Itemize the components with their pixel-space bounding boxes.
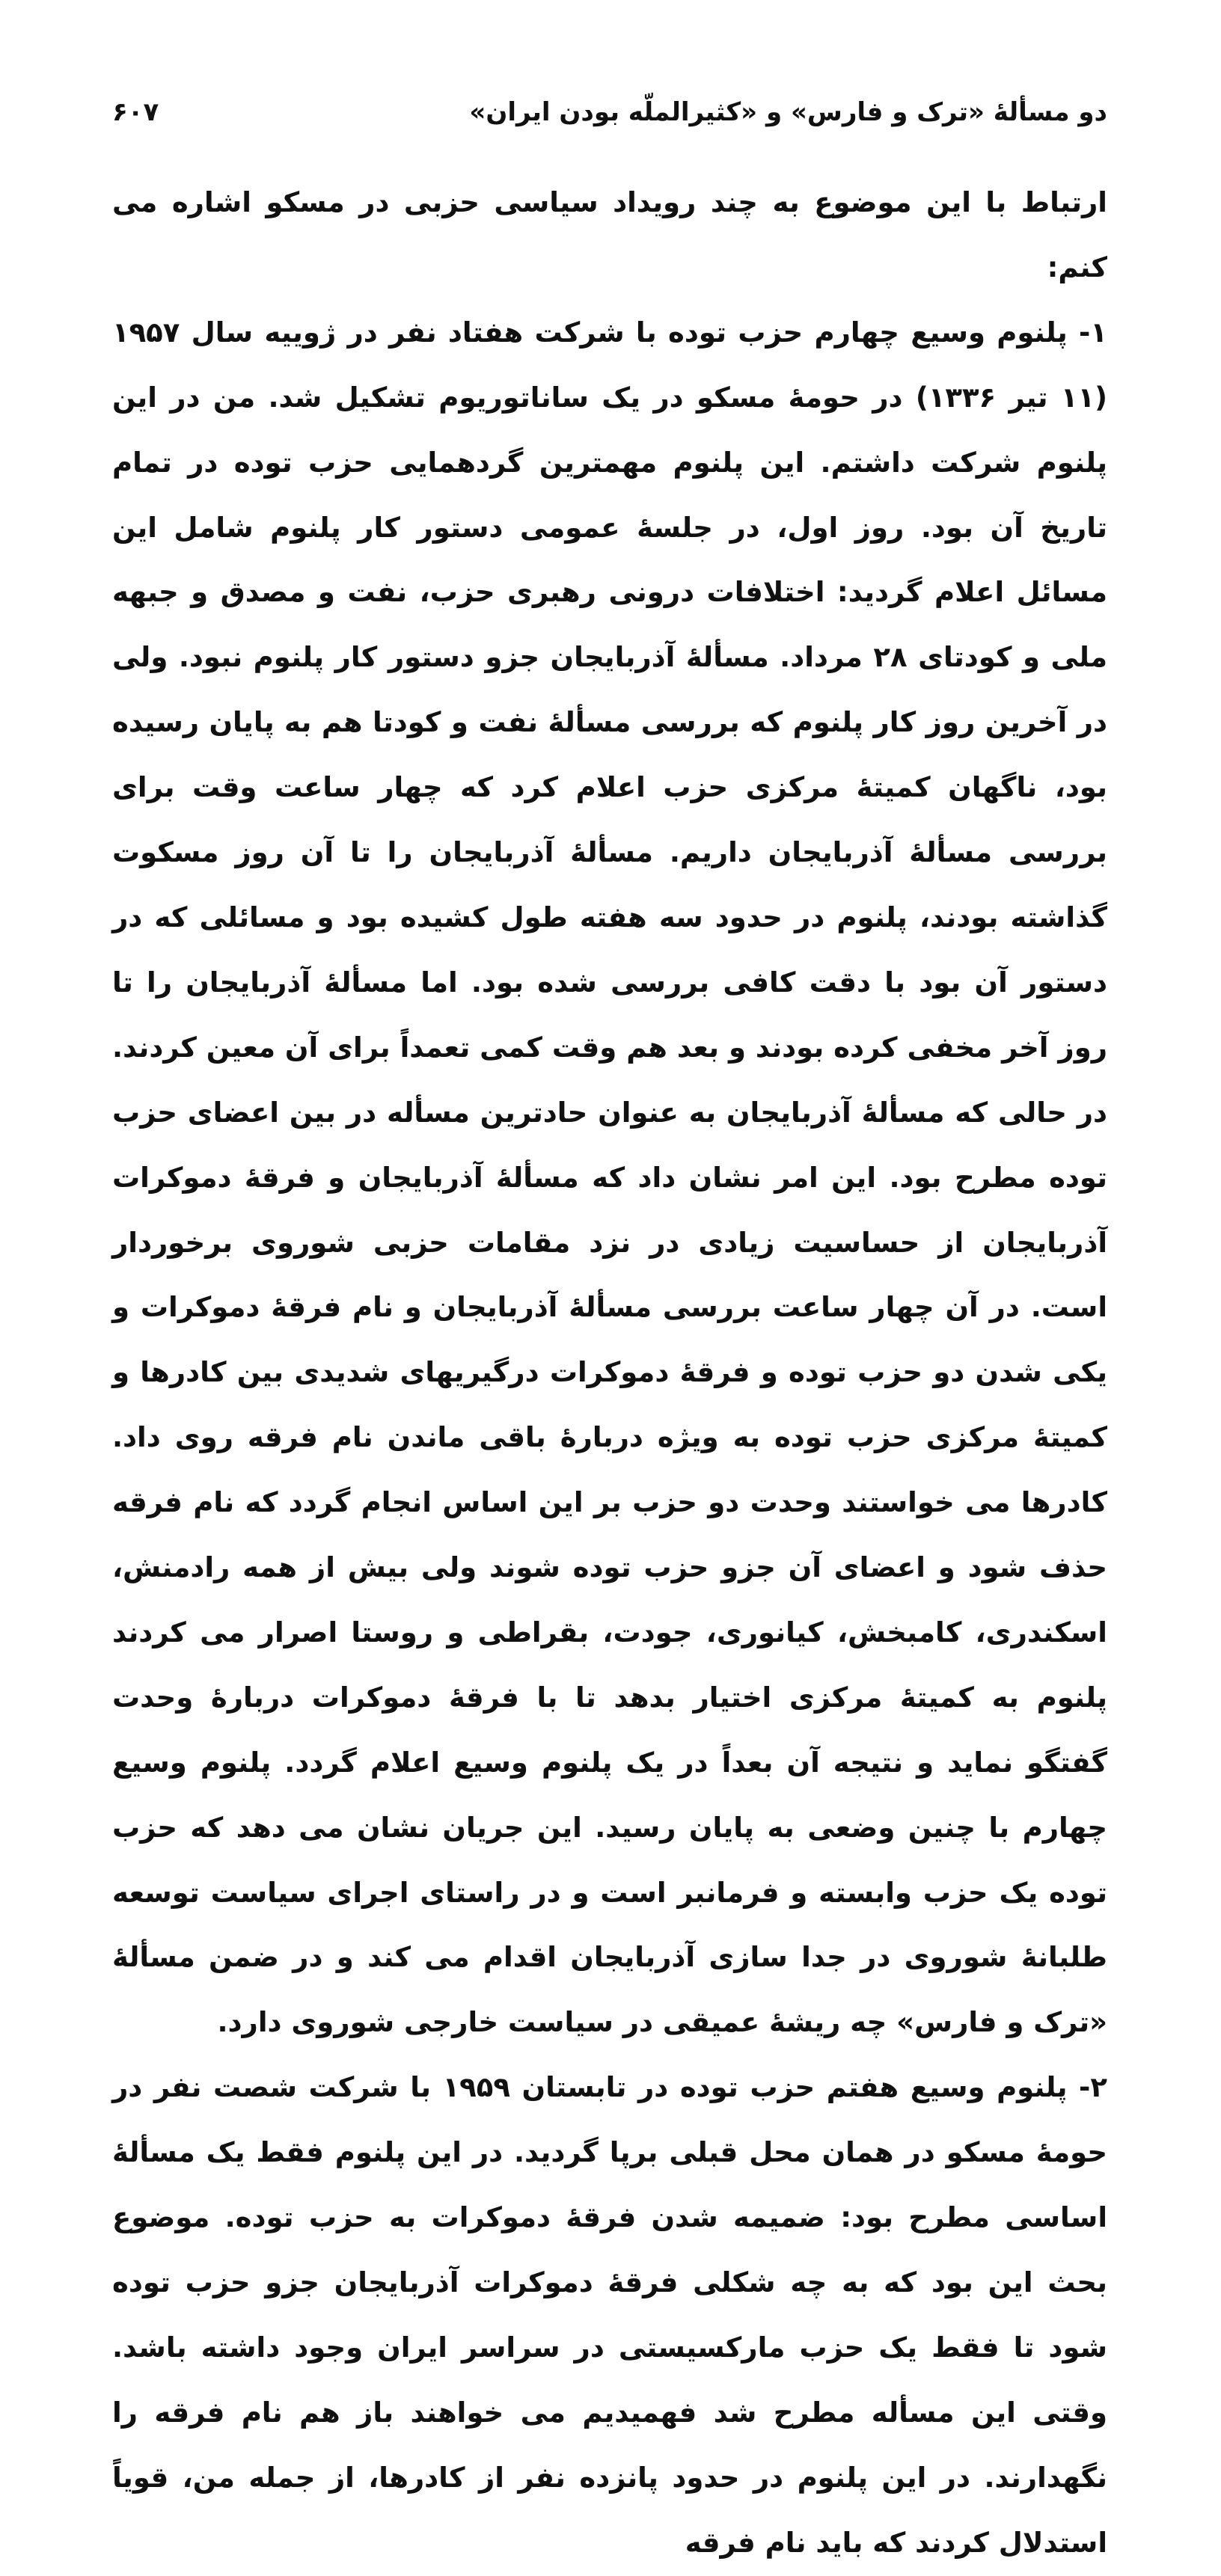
paragraph-item-1: ۱- پلنوم وسیع چهارم حزب توده با شرکت هفتاد نفر در ژوییه سال ۱۹۵۷ (۱۱ تیر ۱۳۳۶) در حومهٔ مسکو در یک ساناتوریوم تشکیل شد. من در این پلنوم شرکت داشتم. این پلنوم مهمترین گردهمایی حزب توده در تمام تاریخ آن بود. روز اول، در جلسهٔ عمومی دستور کار پلنوم شامل این مسائل اعلام گردید: اختلافات درونی رهبری حزب، نفت و مصدق و جبهه ملی و کودتای ۲۸ مرداد. مسألهٔ آذربایجان جزو دستور کار پلنوم نبود. ولی در آخرین روز کار پلنوم که بررسی مسألهٔ نفت و کودتا هم به پایان رسیده بود، ناگهان کمیتهٔ مرکزی حزب اعلام کرد که چهار ساعت وقت برای بررسی مسألهٔ آذربایجان داریم. مسألهٔ آذربایجان را تا آن روز مسکوت گذاشته بودند، پلنوم در حدود سه هفته طول کشیده بود و مسائلی که در دستور آن بود با دقت کافی بررسی شده بود. اما مسألهٔ آذربایجان را تا روز آخر مخفی کرده بودند و بعد هم وقت کمی تعمداً برای آن معین کردند. در حالی که مسألهٔ آذربایجان به عنوان حادترین مسأله در بین اعضای حزب توده مطرح بود. این امر نشان داد که مسألهٔ آذربایجان و فرقهٔ دموکرات آذربایجان از حساسیت زیادی در نزد مقامات حزبی شوروی برخوردار است. در آن چهار ساعت بررسی مسألهٔ آذربایجان و نام فرقهٔ دموکرات و یکی شدن دو حزب توده و فرقهٔ دموکرات درگیریهای شدیدی بین کادرها و کمیتهٔ مرکزی حزب توده به ویژه دربارهٔ باقی ماندن نام فرقه روی داد. کادرها می خواستند وحدت دو حزب بر این اساس انجام گردد که نام فرقه حذف شود و اعضای آن جزو حزب توده شوند ولی بیش از همه رادمنش، اسکندری، کامبخش، کیانوری، جودت، بقراطی و روستا اصرار می کردند پلنوم به کمیتهٔ مرکزی اختیار بدهد تا با فرقهٔ دموکرات دربارهٔ وحدت گفتگو نماید و نتیجه آن بعداً در یک پلنوم وسیع اعلام گردد. پلنوم وسیع چهارم با چنین وضعی به پایان رسید. این جریان نشان می دهد که حزب توده یک حزب وابسته و فرمانبر است و در راستای اجرای سیاست توسعه طلبانهٔ شوروی در جدا سازی آذربایجان اقدام می کند و در ضمن مسألهٔ «ترک و فارس» چه ریشهٔ عمیقی در سیاست خارجی شوروی دارد. [112,316,1107,2039]
running-title: دو مسألهٔ «ترک و فارس» و «کثیرالملّه بودن ایران» [469,97,1107,127]
paragraph-intro: ارتباط با این موضوع به چند رویداد سیاسی حزبی در مسکو اشاره می کنم: [112,186,1107,283]
page-number: ۶۰۷ [112,97,159,127]
book-page [112,82,1108,2559]
running-header [112,82,1107,142]
body-text [112,171,1107,2576]
paragraph-item-2: ۲- پلنوم وسیع هفتم حزب توده در تابستان ۱۹۵۹ با شرکت شصت نفر در حومهٔ مسکو در همان محل قبلی برپا گردید. در این پلنوم فقط یک مسألهٔ اساسی مطرح بود: ضمیمه شدن فرقهٔ دموکرات به حزب توده. موضوع بحث این بود که به چه شکلی فرقهٔ دموکرات آذربایجان جزو حزب توده شود تا فقط یک حزب مارکسیستی در سراسر ایران وجود داشته باشد. وقتی این مسأله مطرح شد فهمیدیم می خواهند باز هم نام فرقه را نگهدارند. در این پلنوم در حدود پانزده نفر از کادرها، از جمله من، قویاً استدلال کردند که باید نام فرقه [112,2071,1108,2559]
